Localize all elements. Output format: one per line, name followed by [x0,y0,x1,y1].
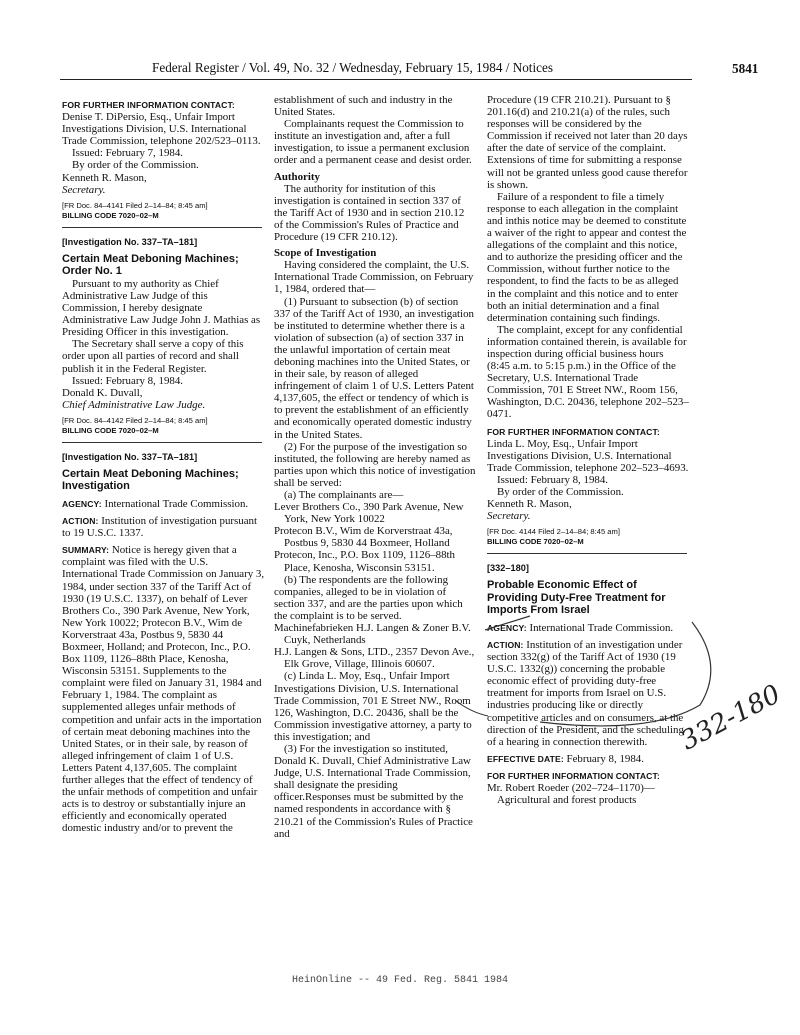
contact-label: FOR FURTHER INFORMATION CONTACT: [62,100,235,110]
signature-title: Secretary. [487,510,531,523]
field-label: EFFECTIVE DATE: [487,753,564,764]
field-label: ACTION: [62,516,99,527]
section-number: [Investigation No. 337–TA–181] [62,236,198,247]
fr-doc-line: [FR Doc. 84–4141 Filed 2–14–84; 8:45 am] [62,200,208,210]
paragraph: (1) Pursuant to subsection (b) of section 337 of the Tariff Act of 1930, an investigation be instituted to determine whether there is a violation of subsection (a) of section 337 in the unlawful importation of certain meat deboning machines into the United States, or in their sale, by reason of alleged infringement of claim 1 of U.S. Letters Patent 4,137,605, the effect or tendency of which is to prevent the establishment of an efficiently and economically operated domestic industry in the United States. [274,295,474,441]
paragraph: Issued: February 7, 1984. [72,147,184,160]
field-label: AGENCY: [62,498,102,509]
paragraph: By order of the Commission. [72,159,199,172]
field-label: AGENCY: [487,622,527,633]
contact-label: FOR FURTHER INFORMATION CONTACT: [487,426,660,437]
handwritten-pointer-line [455,700,488,716]
paragraph: (b) The respondents are the following companies, alleged to be in violation of section 337, and are the parties upon which the complaint is to be served. [274,573,463,622]
paragraph: Procedure (19 CFR 210.21). Pursuant to § 201.16(d) and 210.21(a) of the rules, such responses will be considered by the Commission if received not later than 20 days after the date of service of the complaint. Extensions of time for submitting a response will not be granted unless good cause therefor is shown. [487,94,688,191]
section-title: Certain Meat Deboning Machines; Investigation [62,467,239,493]
field-text: February 8, 1984. [566,752,644,765]
address-entry: Protecon B.V., Wim de Korverstraat 43a, Postbus 9, 5830 44 Boxmeer, Holland [274,525,453,550]
paragraph: (2) For the purpose of the investigation so instituted, the following are hereby named as parties upon which this notice of investigation shall be served: [274,440,476,489]
field-text: International Trade Commission. [529,621,674,634]
handwritten-docket-number: 332-180 [676,679,786,757]
field-text: International Trade Commission. [104,497,249,510]
contact-label: FOR FURTHER INFORMATION CONTACT: [487,770,660,781]
field-text: Institution of investigation pursuant to 19 U.S.C. 1337. [62,515,258,540]
field-label: SUMMARY: [62,545,110,556]
subheading: Authority [274,170,320,183]
paragraph: Denise T. DiPersio, Esq., Unfair Import Investigations Division, U.S. International Trade Commission, telephone 202/523–0113. [62,111,261,148]
address-entry: Machinefabrieken H.J. Langen & Zoner B.V. Cuyk, Netherlands [274,622,471,647]
field-label: ACTION: [487,639,524,650]
section-number: [Investigation No. 337–TA–181] [62,451,198,462]
handwritten-bracket-curve [540,622,711,726]
paragraph: Failure of a respondent to file a timely response to each allegation in the complaint and inthis notice may be deemed to constitute a waiver of the right to appear and contest the allegations of the complaint and this notice, and to authorize the presiding officer and the Commission, without further notice to the respondent, to find the facts to be as alleged in the complaint and this notice and to enter both an initial determination and a final determination containing such findings. [487,190,687,324]
section-number: [332–180] [487,563,529,574]
handwritten-bracket-start [485,616,530,630]
paragraph: (3) For the investigation so instituted, Donald K. Duvall, Chief Administrative Law Judge, U.S. International Trade Commission, shall designate the presiding officer.Responses must be submitted by the named respondents in accordance with § 210.21 of the Commission's Rules of Practice and [274,742,473,840]
paragraph: Kenneth R. Mason, [62,171,147,184]
source-footer: HeinOnline -- 49 Fed. Reg. 5841 1984 [291,975,509,986]
signature-title: Secretary. [62,183,106,196]
paragraph: By order of the Commission. [497,486,624,498]
paragraph: Having considered the complaint, the U.S. International Trade Commission, on February 1, 1984, ordered that— [274,259,474,296]
section-title: Probable Economic Effect of Providing Duty-Free Treatment for Imports From Israel [487,579,666,617]
paragraph: The authority for institution of this investigation is contained in section 337 of the Tariff Act of 1930 and in section 210.12 of the Commission's Rules of Practice and Procedure (19 CFR 210.12). [274,182,465,244]
paragraph: Pursuant to my authority as Chief Administrative Law Judge of this Commission, I hereby designate Administrative Law Judge John J. Mathias as Presiding Officer in this investigation. [62,277,261,339]
fr-doc-line: [FR Doc. 4144 Filed 2–14–84; 8:45 am] [487,527,620,537]
address-entry: Lever Brothers Co., 390 Park Avenue, New York, New York 10022 [274,501,464,526]
address-entry: Protecon, Inc., P.O. Box 1109, 1126–88th Place, Kenosha, Wisconsin 53151. [274,549,455,574]
field-text: Notice is heregy given that a complaint was filed with the U.S. International Trade Commission on January 3, 1984, under section 337 of the Tariff Act of 1930 (19 U.S.C. 1337), on behalf of Lever Brothers Co., 390 Park Avenue, New York, New York 10022; Protecon B.V., Wim de Korverstraat 43a, Postbus 9, 5830 44 Boxmeer, Holland; and Protecon, Inc., P.O. Box 1109, 1126–88th Place, Kenosha, Wisconsin 53151. Supplements to the complaint were filed on January 31, 1984 and February 1, 1984. The complaint as supplemented alleges unfair methods of competition and unfair acts in the importation of certain meat deboning machines into the United States, or in their sale, by reason of alleged infringement of claim 1 of U.S. Letters Patent 4,137,605. The complaint further alleges that the effect of tendency of the unfair methods of competition and unfair acts is to destroy or substantially injure an efficiently and economically operated domestic industry and/or to prevent the [62,544,265,835]
paragraph: Issued: February 8, 1984. [72,374,184,387]
paragraph: Complainants request the Commission to institute an investigation and, after a full investigation, to issue a permanent exclusion order and a permanent cease and desist order. [274,118,472,167]
paragraph: Mr. Robert Roeder (202–724–1170)— [487,782,655,794]
running-header: Federal Register / Vol. 49, No. 32 / Wednesday, February 15, 1984 / Notices [152,60,553,75]
page-number: 5841 [732,61,759,76]
paragraph: The Secretary shall serve a copy of this order upon all parties of record and shall publish it in the Federal Register. [62,338,244,375]
paragraph: (c) Linda L. Moy, Esq., Unfair Import Investigations Division, U.S. International Trade Commission, 701 E Street NW., Room 126, Washington, D.C. 20436, shall be the Commission investigative attorney, a party to this investigation; and [274,670,472,743]
subheading: Scope of Investigation [274,247,377,260]
paragraph: Agricultural and forest products [497,794,637,807]
billing-code: BILLING CODE 7020–02–M [62,425,159,435]
signature-title: Chief Administrative Law Judge. [62,398,206,411]
billing-code: BILLING CODE 7020–02–M [62,210,159,220]
paragraph: Linda L. Moy, Esq., Unfair Import Investigations Division, U.S. International Trade Commission, telephone 202–523–4693. [487,437,689,474]
paragraph: (a) The complainants are— [284,489,404,501]
paragraph: Kenneth R. Mason, [487,498,572,511]
address-entry: H.J. Langen & Sons, LTD., 2357 Devon Ave., Elk Grove, Village, Illinois 60607. [274,646,475,671]
paragraph: The complaint, except for any confidential information contained therein, is available for inspection during official business hours (8:45 a.m. to 5:15 p.m.) in the Office of the Secretary, U.S. International Trade Commission, 701 E Street NW., Room 156, Washington, D.C. 20436, telephone 202–523–0471. [487,323,689,421]
fr-doc-line: [FR Doc. 84–4142 Filed 2–14–84; 8:45 am] [62,415,208,425]
section-title: Certain Meat Deboning Machines; Order No. 1 [62,252,239,278]
field-text: Institution of an investigation under section 332(g) of the Tariff Act of 1930 (19 U.S.C. 1332(g)) concerning the probable economic effect of providing duty-free treatment for imports from Israel on U.S. industries producing like or directly competitive articles and on consumers, at the direction of the President, and the scheduling of a hearing in connection therewith. [487,638,684,748]
paragraph: Donald K. Duvall, [62,386,143,399]
paragraph: Issued: February 8, 1984. [497,473,609,486]
billing-code: BILLING CODE 7020–02–M [487,537,584,547]
paragraph: establishment of such and industry in the United States. [274,94,453,119]
